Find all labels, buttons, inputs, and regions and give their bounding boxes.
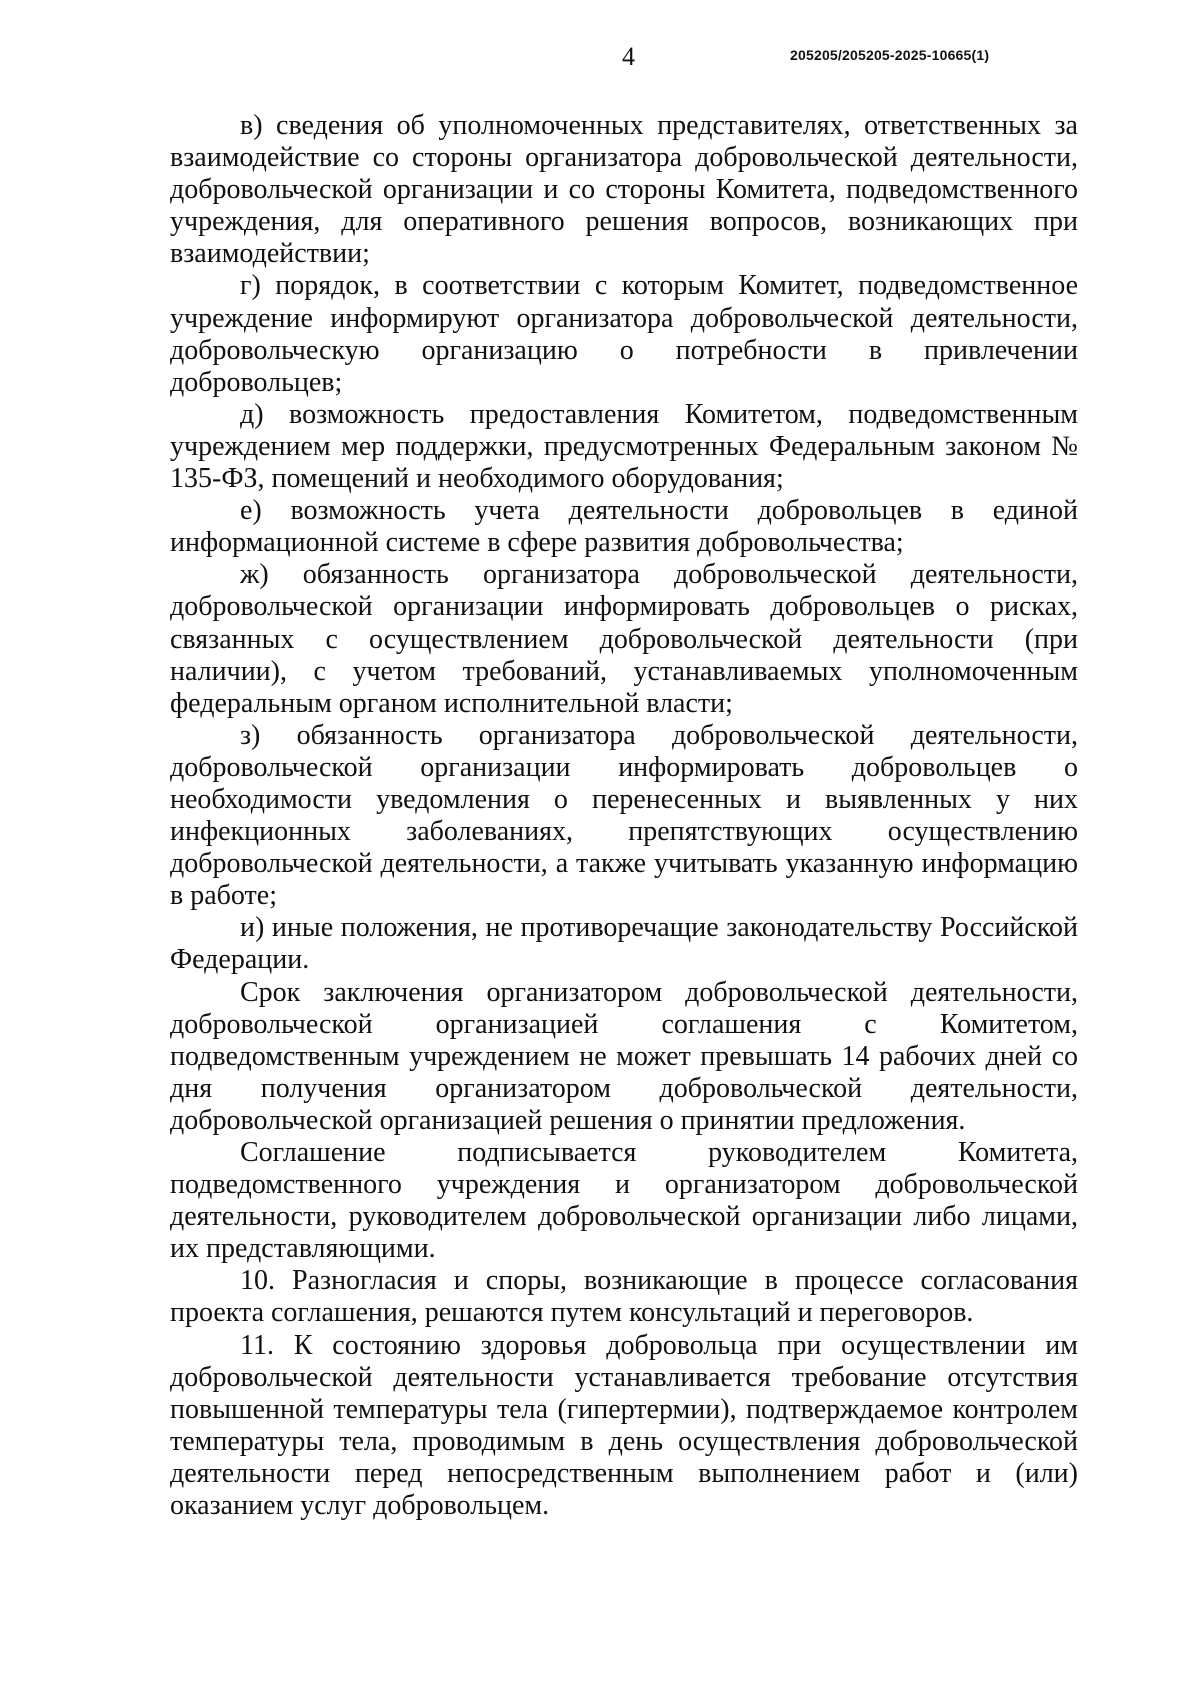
paragraph-clause-10: 10. Разногласия и споры, возникающие в процессе согласования проекта соглашения, решаются путем консультаций и переговоров. [170,1265,1078,1329]
document-registration-number: 205205/205205-2025-10665(1) [790,47,990,63]
page-number: 4 [622,42,635,71]
paragraph-item-zh: ж) обязанность организатора добровольческой деятельности, добровольческой организации информировать добровольцев о рисках, связанных с осуществлением добровольческой деятельности (при наличии), с учетом требований, устанавливаемых уполномоченным федеральным органом исполнительной власти; [170,559,1078,719]
paragraph-item-g: г) порядок, в соответствии с которым Комитет, подведомственное учреждение информируют организатора добровольческой деятельности, добровольческую организацию о потребности в привлечении добровольцев; [170,270,1078,398]
paragraph-item-i: и) иные положения, не противоречащие законодательству Российской Федерации. [170,912,1078,976]
paragraph-item-v: в) сведения об уполномоченных представителях, ответственных за взаимодействие со стороны организатора добровольческой деятельности, добровольческой организации и со стороны Комитета, подведомственного учреждения, для оперативного решения вопросов, возникающих при взаимодействии; [170,110,1078,270]
document-body [170,110,1078,1522]
paragraph-item-e: е) возможность учета деятельности добровольцев в единой информационной системе в сфере развития добровольчества; [170,495,1078,559]
paragraph-item-d: д) возможность предоставления Комитетом, подведомственным учреждением мер поддержки, предусмотренных Федеральным законом № 135-ФЗ, помещений и необходимого оборудования; [170,398,1078,495]
paragraph-clause-11: 11. К состоянию здоровья добровольца при осуществлении им добровольческой деятельности устанавливается требование отсутствия повышенной температуры тела (гипертермии), подтверждаемое контролем температуры тела, проводимым в день осуществления добровольческой деятельности перед непосредственным выполнением работ и (или) оказанием услуг добровольцем. [170,1329,1078,1522]
paragraph-agreement-signing: Соглашение подписывается руководителем Комитета, подведомственного учреждения и организатором добровольческой деятельности, руководителем добровольческой организации либо лицами, их представляющими. [170,1137,1078,1265]
paragraph-agreement-term: Срок заключения организатором добровольческой деятельности, добровольческой организацией соглашения с Комитетом, подведомственным учреждением не может превышать 14 рабочих дней со дня получения организатором добровольческой деятельности, добровольческой организацией решения о принятии предложения. [170,976,1078,1136]
paragraph-item-z: з) обязанность организатора добровольческой деятельности, добровольческой организации информировать добровольцев о необходимости уведомления о перенесенных и выявленных у них инфекционных заболеваниях, препятствующих осуществлению добровольческой деятельности, а также учитывать указанную информацию в работе; [170,719,1078,912]
